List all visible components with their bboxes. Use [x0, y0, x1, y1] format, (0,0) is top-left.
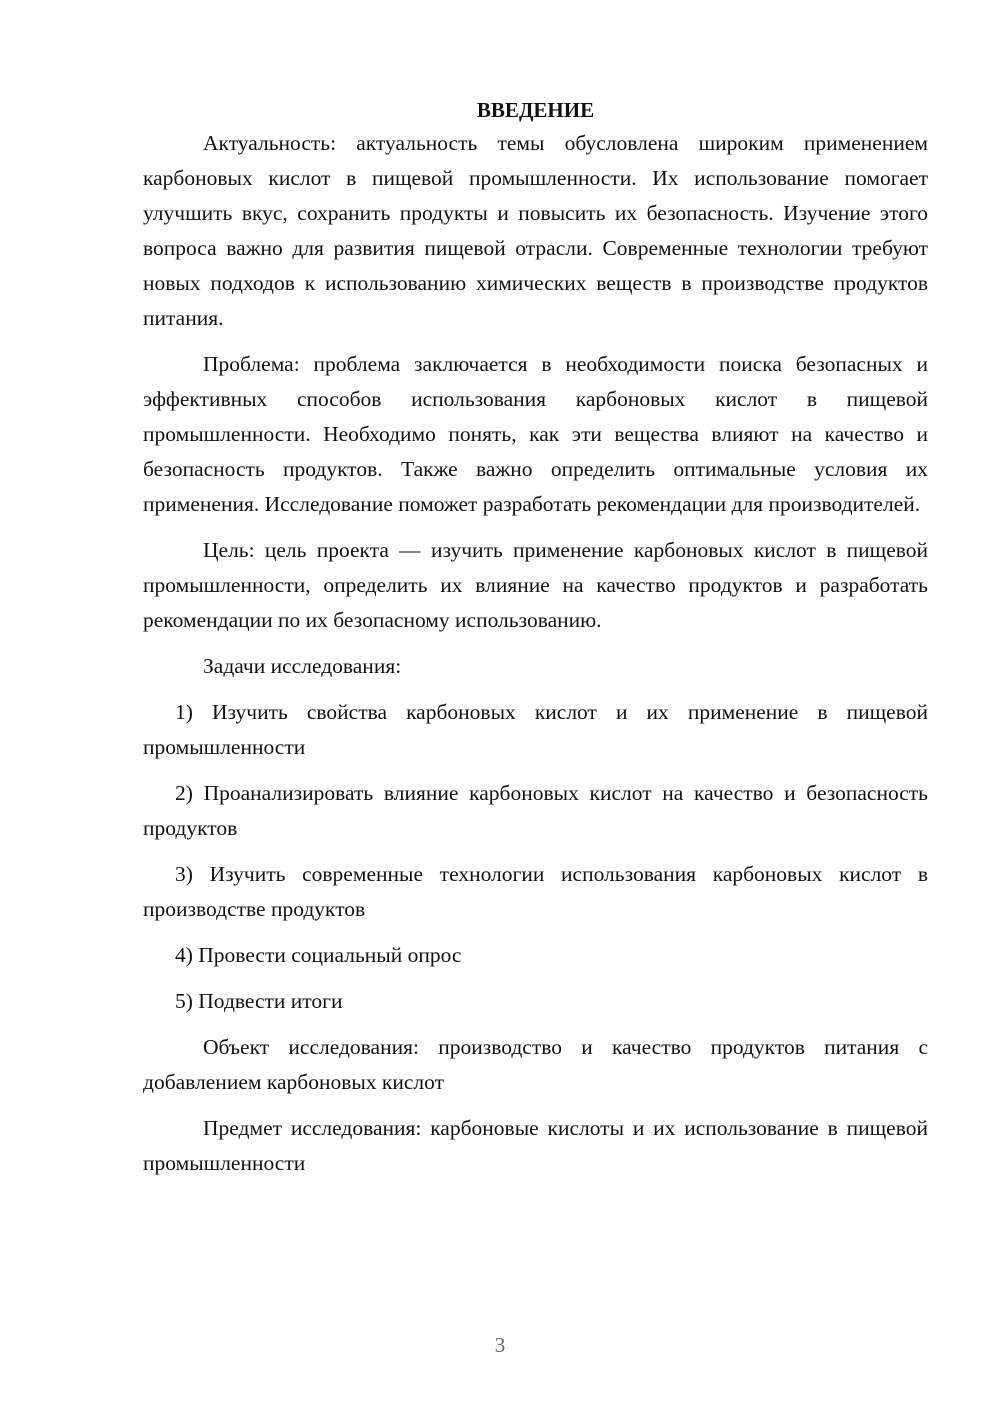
- task-item: 4) Провести социальный опрос: [175, 943, 462, 967]
- task-item: 5) Подвести итоги: [175, 989, 343, 1013]
- tasks-heading: Задачи исследования:: [203, 654, 402, 678]
- paragraph-problem: Проблема: проблема заключается в необходимости поиска безопасных и эффективных способов использования карбоновых кислот в пищевой промышленности. Необходимо понять, как эти вещества влияют на качество и безопасность продуктов. Также важно определить оптимальные условия их применения. Исследование поможет разработать рекомендации для производителей.: [143, 352, 928, 516]
- task-item: 1) Изучить свойства карбоновых кислот и их применение в пищевой промышленности: [143, 700, 928, 759]
- page-number: 3: [494, 1333, 506, 1357]
- paragraph-subject: Предмет исследования: карбоновые кислоты и их использование в пищевой промышленности: [143, 1116, 928, 1175]
- section-heading: ВВЕДЕНИЕ: [476, 98, 595, 122]
- document-page: [143, 94, 928, 1181]
- task-item: 2) Проанализировать влияние карбоновых кислот на качество и безопасность продуктов: [143, 781, 928, 840]
- paragraph-goal: Цель: цель проекта — изучить применение карбоновых кислот в пищевой промышленности, определить их влияние на качество продуктов и разработать рекомендации по их безопасному использованию.: [143, 538, 928, 632]
- task-item: 3) Изучить современные технологии использования карбоновых кислот в производстве продуктов: [143, 862, 928, 921]
- paragraph-object: Объект исследования: производство и качество продуктов питания с добавлением карбоновых кислот: [143, 1035, 928, 1094]
- paragraph-relevance: Актуальность: актуальность темы обусловлена широким применением карбоновых кислот в пищевой промышленности. Их использование помогает улучшить вкус, сохранить продукты и повысить их безопасность. Изучение этого вопроса важно для развития пищевой отрасли. Современные технологии требуют новых подходов к использованию химических веществ в производстве продуктов питания.: [143, 131, 928, 330]
